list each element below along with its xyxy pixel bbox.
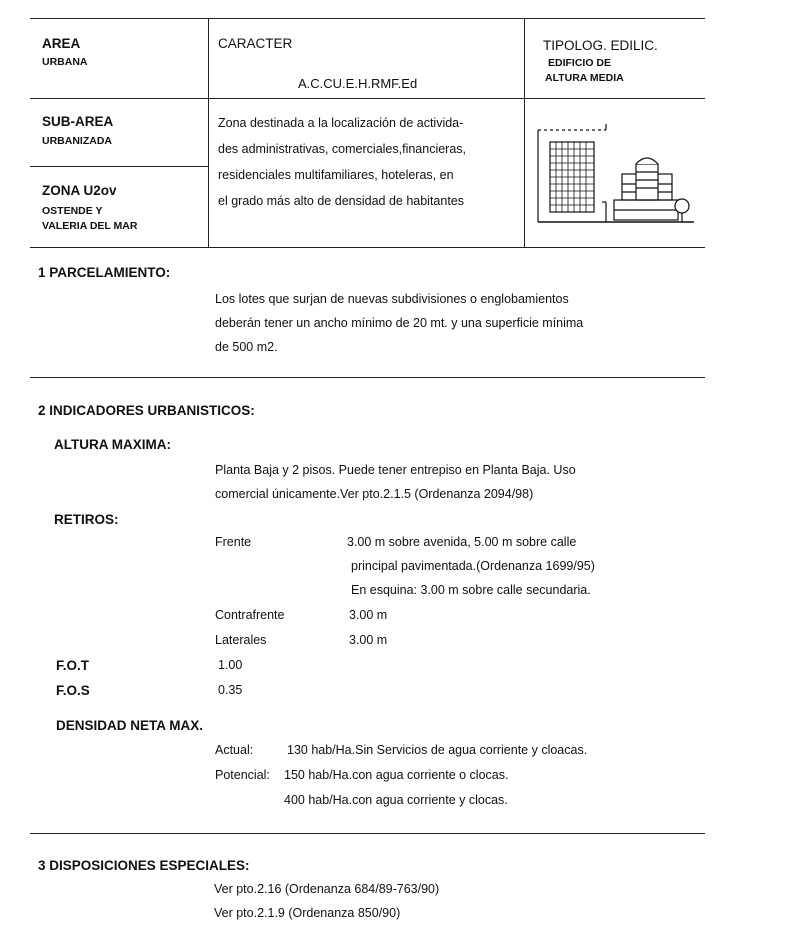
potencial-label: Potencial: bbox=[215, 768, 270, 782]
header-zona-rule bbox=[30, 166, 209, 167]
section-3-text bbox=[214, 877, 439, 925]
potencial-value-1: 150 hab/Ha.con agua corriente o clocas. bbox=[284, 768, 509, 782]
contrafrente-label: Contrafrente bbox=[215, 608, 285, 622]
potencial-value-2: 400 hab/Ha.con agua corriente y clocas. bbox=[284, 793, 508, 807]
zona-line2: VALERIA DEL MAR bbox=[42, 220, 138, 232]
text-line: Ver pto.2.16 (Ordenanza 684/89-763/90) bbox=[214, 882, 440, 896]
section-1-text bbox=[215, 287, 583, 359]
description-line: el grado más alto de densidad de habitantes bbox=[218, 194, 465, 208]
caracter-code: A.C.CU.E.H.RMF.Ed bbox=[298, 76, 418, 91]
text-line: comercial únicamente.Ver pto.2.1.5 (Ordenanza 2094/98) bbox=[215, 487, 534, 501]
laterales-label: Laterales bbox=[215, 633, 267, 647]
header-top-rule bbox=[30, 18, 705, 19]
tipolog-line2: ALTURA MEDIA bbox=[545, 72, 624, 84]
actual-value: 130 hab/Ha.Sin Servicios de agua corriente y cloacas. bbox=[287, 743, 588, 757]
header-col-divider-1 bbox=[208, 18, 209, 248]
header-mid-rule bbox=[30, 98, 705, 99]
fos-value: 0.35 bbox=[218, 683, 243, 697]
text-line: Los lotes que surjan de nuevas subdivisiones o englobamientos bbox=[215, 292, 569, 306]
section-1-title: 1 PARCELAMIENTO: bbox=[38, 265, 171, 280]
altura-maxima-text bbox=[215, 458, 576, 506]
text-line: Ver pto.2.1.9 (Ordenanza 850/90) bbox=[214, 906, 401, 920]
subarea-label: SUB-AREA bbox=[42, 114, 114, 129]
tipolog-label: TIPOLOG. EDILIC. bbox=[543, 38, 658, 53]
section-1-rule bbox=[30, 377, 705, 378]
subarea-value: URBANIZADA bbox=[42, 135, 112, 147]
altura-maxima-label: ALTURA MAXIMA: bbox=[54, 437, 171, 452]
retiros-label: RETIROS: bbox=[54, 512, 119, 527]
zone-description bbox=[218, 110, 466, 214]
fot-label: F.O.T bbox=[56, 658, 89, 673]
frente-label: Frente bbox=[215, 535, 252, 549]
description-line: Zona destinada a la localización de activida- bbox=[218, 116, 464, 130]
contrafrente-value: 3.00 m bbox=[349, 608, 388, 622]
description-line: des administrativas, comerciales,financieras, bbox=[218, 142, 467, 156]
description-line: residenciales multifamiliares, hoteleras, en bbox=[218, 168, 454, 182]
area-value: URBANA bbox=[42, 56, 88, 68]
zona-label: ZONA U2ov bbox=[42, 183, 117, 198]
tipolog-line1: EDIFICIO DE bbox=[548, 57, 612, 69]
text-line: de 500 m2. bbox=[215, 340, 278, 354]
section-3-title: 3 DISPOSICIONES ESPECIALES: bbox=[38, 858, 250, 873]
actual-label: Actual: bbox=[215, 743, 254, 757]
frente-value-3: En esquina: 3.00 m sobre calle secundaria. bbox=[351, 583, 591, 597]
header-bottom-rule bbox=[30, 247, 705, 248]
zona-line1: OSTENDE Y bbox=[42, 205, 103, 217]
frente-value-2: principal pavimentada.(Ordenanza 1699/95) bbox=[351, 559, 595, 573]
header-col-divider-2 bbox=[524, 18, 525, 248]
fot-value: 1.00 bbox=[218, 658, 243, 672]
text-line: deberán tener un ancho mínimo de 20 mt. y una superficie mínima bbox=[215, 316, 584, 330]
fos-label: F.O.S bbox=[56, 683, 90, 698]
densidad-label: DENSIDAD NETA MAX. bbox=[56, 718, 204, 733]
section-2-rule bbox=[30, 833, 705, 834]
area-label: AREA bbox=[42, 36, 81, 51]
text-line: Planta Baja y 2 pisos. Puede tener entrepiso en Planta Baja. Uso bbox=[215, 463, 576, 477]
caracter-label: CARACTER bbox=[218, 36, 293, 51]
laterales-value: 3.00 m bbox=[349, 633, 388, 647]
section-2-title: 2 INDICADORES URBANISTICOS: bbox=[38, 403, 255, 418]
frente-value-1: 3.00 m sobre avenida, 5.00 m sobre calle bbox=[347, 535, 577, 549]
building-typology-illustration bbox=[536, 122, 696, 226]
